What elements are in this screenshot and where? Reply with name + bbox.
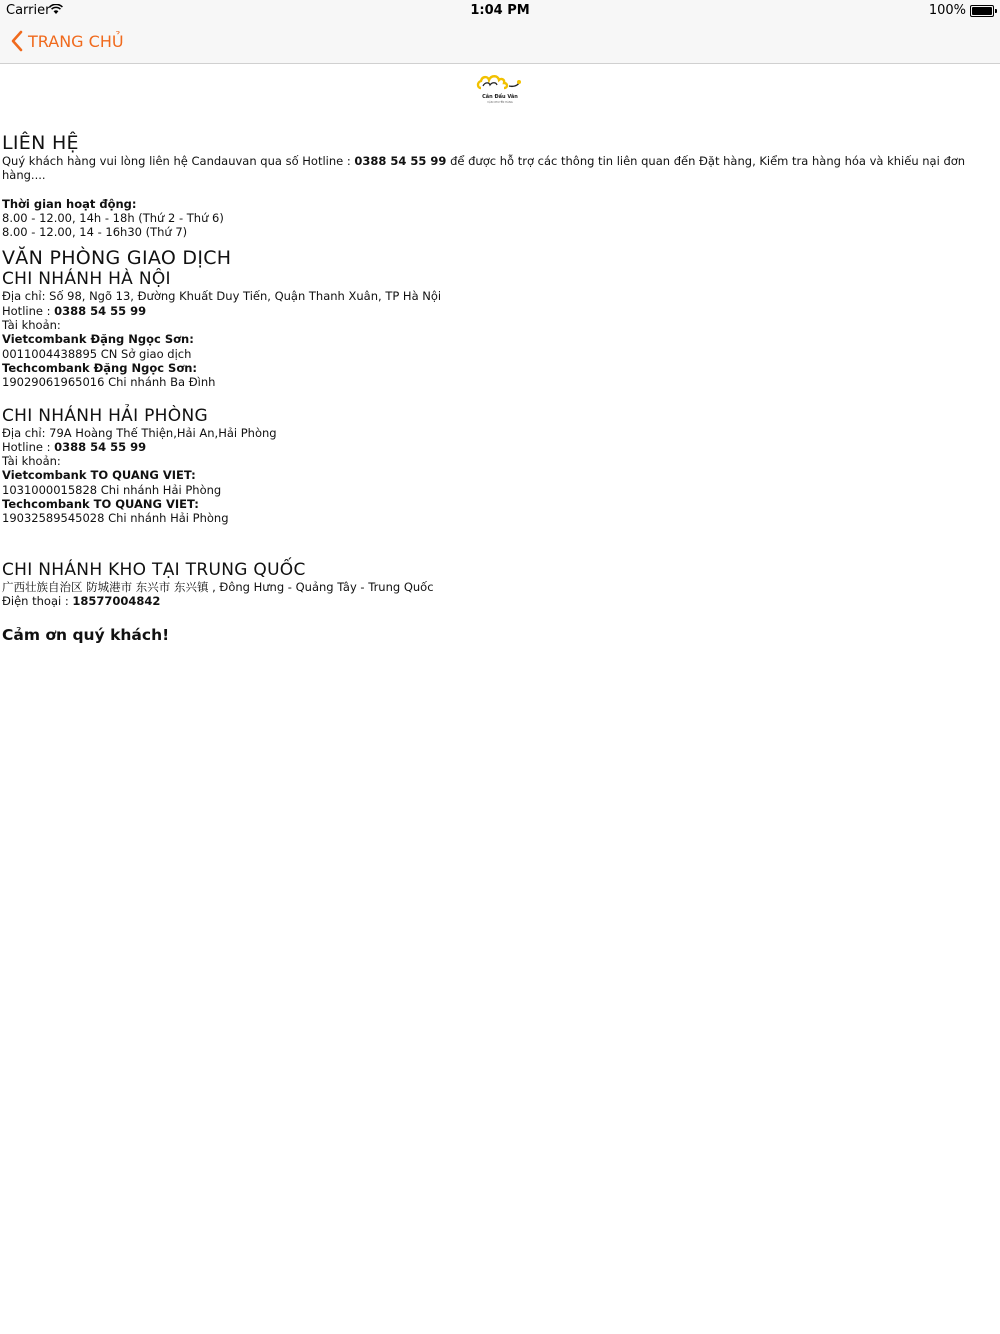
hours-saturday: 8.00 - 12.00, 14 - 16h30 (Thứ 7) [2,225,188,240]
haiphong-hotline-row [2,440,998,454]
hanoi-hotline-label: Hotline : [2,303,55,318]
battery-percent: 100% [928,3,966,18]
china-phone-row [2,594,998,608]
haiphong-bank2-name: Techcombank TO QUANG VIET: [2,497,199,512]
navigation-bar [0,22,1000,64]
logo-name: Cân Đẩu Vân [482,94,518,100]
china-phone-label: Điện thoại : [2,593,73,608]
hanoi-hotline[interactable]: 0388 54 55 99 [54,303,147,318]
hours-label: Thời gian hoạt động: [2,196,137,211]
carrier-label: Carrier [6,3,51,18]
logo-tagline: VẬN CHUYỂN HÀNG [487,101,513,104]
china-heading: CHI NHÁNH KHO TẠI TRUNG QUỐC [2,559,306,580]
hanoi-bank1-name: Vietcombank Đặng Ngọc Sơn: [2,332,194,347]
contact-intro-text: Quý khách hàng vui lòng liên hệ Candauvan qua số Hotline : [2,154,355,168]
hanoi-bank1-number: 0011004438895 CN Sở giao dịch [2,346,192,361]
status-bar [0,0,1000,22]
haiphong-bank1-name: Vietcombank TO QUANG VIET: [2,468,196,483]
hanoi-account-label: Tài khoản: [2,318,61,333]
china-address: 广西壮族自治区 防城港市 东兴市 东兴镇 , Đông Hưng - Quảng Tây - Trung Quốc [2,579,434,594]
cloud-logo-icon [475,72,525,108]
hours-weekday: 8.00 - 12.00, 14h - 18h (Thứ 2 - Thứ 6) [2,210,224,225]
haiphong-address: Địa chỉ: 79A Hoàng Thế Thiện,Hải An,Hải Phòng [2,425,277,440]
battery-icon [970,5,994,17]
haiphong-heading: CHI NHÁNH HẢI PHÒNG [2,405,208,426]
hanoi-heading: CHI NHÁNH HÀ NỘI [2,269,171,290]
hanoi-address: Địa chỉ: Số 98, Ngõ 13, Đường Khuất Duy Tiến, Quận Thanh Xuân, TP Hà Nội [2,289,442,304]
haiphong-hotline[interactable]: 0388 54 55 99 [54,439,147,454]
office-heading: VĂN PHÒNG GIAO DỊCH [2,247,232,270]
page-content [0,64,1000,644]
thank-you-text: Cảm ơn quý khách! [2,626,170,645]
hanoi-bank2-name: Techcombank Đặng Ngọc Sơn: [2,360,198,375]
haiphong-account-label: Tài khoản: [2,454,61,469]
clock: 1:04 PM [470,3,530,18]
back-button[interactable] [10,30,124,52]
chevron-left-icon [10,30,24,52]
haiphong-bank2-number: 19032589545028 Chi nhánh Hải Phòng [2,511,229,526]
contact-heading: LIÊN HỆ [2,132,79,154]
logo [2,64,998,118]
contact-intro [2,154,998,183]
contact-intro-rest: để được hỗ trợ các thông tin liên quan đến Đặt hàng, Kiểm tra hàng hóa và khiếu nại đơn hàng.... [2,154,966,183]
contact-hotline[interactable]: 0388 54 55 99 [354,154,447,168]
haiphong-hotline-label: Hotline : [2,439,55,454]
hanoi-bank2-number: 19029061965016 Chi nhánh Ba Đình [2,375,216,390]
back-button-label: TRANG CHỦ [28,31,124,51]
china-phone[interactable]: 18577004842 [72,593,161,608]
hanoi-hotline-row [2,304,998,318]
haiphong-bank1-number: 1031000015828 Chi nhánh Hải Phòng [2,482,222,497]
